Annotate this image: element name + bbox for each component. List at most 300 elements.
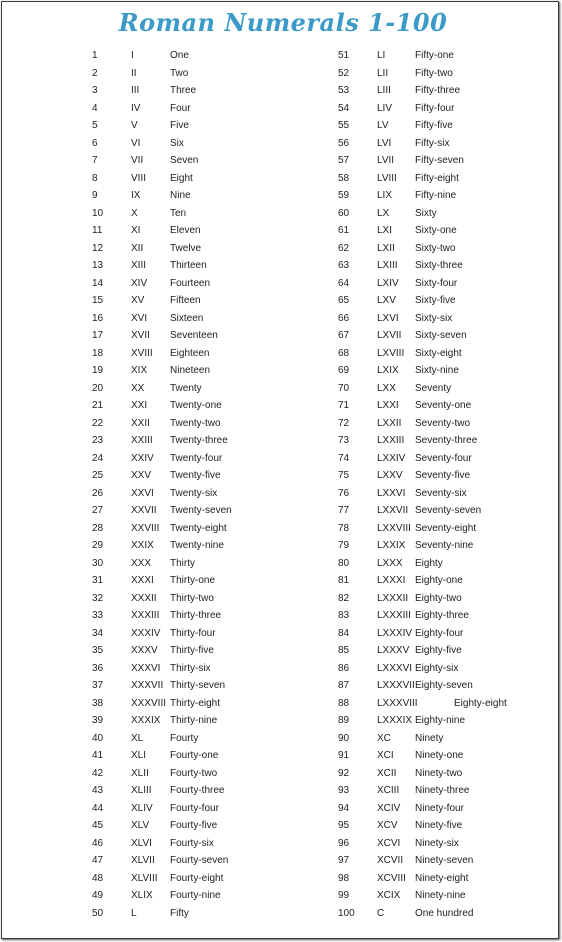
table-row [2,135,450,152]
row-number: 98 [338,872,350,884]
table-row [2,870,469,887]
row-roman: XI [131,225,141,236]
row-number: 100 [338,907,355,919]
row-word: Seventy-four [415,452,472,464]
row-word: Twenty [170,382,202,394]
row-word: Fifty-four [415,102,455,114]
row-roman: XLIV [131,802,153,814]
table-row [2,765,463,782]
row-roman: LXVI [377,312,399,324]
row-word: Fourty-nine [170,890,221,901]
row-number: 5 [92,120,98,131]
row-word: Twenty-four [170,452,223,464]
table-row [2,520,477,537]
row-word: Eighty-seven [415,680,473,691]
row-number: 90 [338,732,350,744]
row-word: Ninety-three [415,785,470,796]
row-word: Thirty-two [170,592,214,604]
table-row [2,677,473,694]
row-number: 46 [92,837,104,849]
row-number: 86 [338,662,350,674]
row-roman: XL [131,732,144,744]
table-row [2,47,454,64]
row-number: 60 [338,207,350,219]
row-roman: XLII [131,767,149,779]
row-number: 34 [92,627,104,639]
row-number: 64 [338,277,350,289]
row-number: 15 [92,295,104,306]
row-roman: LXXXVI [377,662,413,674]
row-roman: XLIX [131,890,153,901]
table-row [2,712,466,729]
row-number: 57 [338,155,350,166]
row-word: Two [170,67,189,79]
row-number: 24 [92,452,104,464]
row-number: 75 [338,470,350,481]
row-number: 93 [338,785,350,796]
row-word: Fourty-seven [170,855,229,866]
row-word: Seventy-two [415,417,471,429]
row-roman: XCIX [377,890,401,901]
row-word: Fourteen [170,277,211,289]
table-row [2,590,462,607]
table-row [2,100,455,117]
row-roman: LXXII [377,417,402,429]
row-word: Ninety-two [415,767,463,779]
row-word: Sixty-seven [415,330,467,341]
row-roman: LXXVI [377,487,406,499]
row-word: Seven [170,155,199,166]
row-number: 2 [92,67,98,79]
row-roman: LXXVII [377,505,409,516]
row-word: Fifty-nine [415,190,457,201]
row-word: Eleven [170,225,201,236]
row-roman: LXI [377,225,393,236]
row-number: 23 [92,435,104,446]
row-word: Five [170,120,189,131]
row-word: Twenty-five [170,470,221,481]
row-roman: LXIV [377,277,399,289]
row-word: Ninety-six [415,837,459,849]
row-word: Sixteen [170,312,204,324]
row-number: 36 [92,662,104,674]
row-word: Eighty-one [415,575,463,586]
row-number: 53 [338,85,350,96]
row-roman: VII [131,155,144,166]
row-roman: LI [377,50,386,61]
row-word: Thirty-three [170,610,222,621]
page-frame [1,1,559,939]
row-word: Seventy-one [415,400,472,411]
row-roman: LV [377,120,389,131]
row-word: Thirty-nine [170,715,218,726]
row-number: 84 [338,627,350,639]
row-word: Eighty-four [415,627,464,639]
row-number: 37 [92,680,104,691]
row-number: 7 [92,155,98,166]
row-word: Fifty [170,907,189,919]
row-roman: XX [131,382,145,394]
row-number: 78 [338,522,350,534]
row-roman: XXXI [131,575,154,586]
row-number: 79 [338,540,350,551]
row-word: Ninety-five [415,820,463,831]
row-number: 32 [92,592,104,604]
row-word: Fifty-three [415,85,461,96]
row-number: 85 [338,645,350,656]
table-row [2,65,453,82]
row-number: 11 [92,225,103,236]
row-word: Four [170,102,191,114]
row-number: 51 [338,50,350,61]
row-roman: LII [377,67,389,79]
row-roman: XXII [131,417,150,429]
row-roman: I [131,50,134,61]
row-number: 91 [338,750,350,761]
row-word: Seventy-three [415,435,478,446]
row-number: 70 [338,382,350,394]
row-word: Ninety-one [415,750,464,761]
row-roman: IX [131,190,141,201]
row-word: Twenty-six [170,487,218,499]
row-number: 41 [92,750,104,761]
row-word: Thirty [170,557,195,569]
row-number: 30 [92,557,104,569]
row-number: 71 [338,400,350,411]
row-roman: XXIII [131,435,153,446]
row-word: Twenty-eight [170,522,227,534]
row-number: 6 [92,137,98,149]
row-roman: XXVIII [131,522,160,534]
table-row [2,380,452,397]
row-number: 69 [338,365,350,376]
row-word: Fourty-five [170,820,218,831]
table-row [2,485,467,502]
row-word: Ten [170,207,187,219]
row-roman: XXIV [131,452,154,464]
row-roman: LXXXI [377,575,406,586]
row-word: Eighty-six [415,662,459,674]
row-roman: LXXXIX [377,715,413,726]
row-roman: XXXVI [131,662,161,674]
row-word: Ninety-seven [415,855,474,866]
row-word: Eighty-five [415,645,462,656]
row-roman: VI [131,137,141,149]
row-roman: LXIX [377,365,399,376]
row-roman: XXXIX [131,715,161,726]
row-roman: XIV [131,277,148,289]
row-number: 89 [338,715,350,726]
row-roman: LXXX [377,557,403,569]
row-word: Twenty-one [170,400,222,411]
table-row [2,817,463,834]
row-number: 96 [338,837,350,849]
row-number: 38 [92,697,104,709]
table-row [2,450,472,467]
row-roman: LXXIII [377,435,405,446]
row-roman: XXXII [131,592,157,604]
table-row [2,222,457,239]
row-word: Fifty-six [415,137,450,149]
row-roman: LXXV [377,470,403,481]
table-row [2,327,467,344]
row-number: 74 [338,452,350,464]
row-roman: LXXXIV [377,627,413,639]
table-row [2,152,464,169]
table-row [2,82,461,99]
row-number: 28 [92,522,104,534]
row-roman: XIX [131,365,148,376]
row-number: 42 [92,767,104,779]
row-number: 12 [92,242,104,254]
row-roman: XC [377,732,391,744]
table-row [2,187,457,204]
row-number: 73 [338,435,350,446]
row-word: Eighteen [170,347,210,359]
row-roman: XCI [377,750,394,761]
row-roman: XLVIII [131,872,158,884]
row-number: 26 [92,487,104,499]
row-roman: IV [131,102,141,114]
row-word: Seventy-five [415,470,471,481]
row-word: One [170,50,189,61]
table-row [2,240,456,257]
row-roman: XCVIII [377,872,406,884]
table-row [2,695,507,712]
row-number: 10 [92,207,104,219]
row-roman: XXX [131,557,152,569]
table-row [2,905,474,922]
row-word: Sixty-nine [415,365,459,376]
row-word: Thirty-seven [170,680,226,691]
table-row [2,642,462,659]
row-roman: LXIII [377,260,398,271]
row-number: 63 [338,260,350,271]
row-roman: XLVII [131,855,155,866]
row-roman: XXIX [131,540,154,551]
table-row [2,625,464,642]
table-row [2,292,456,309]
row-roman: LVI [377,137,392,149]
row-number: 87 [338,680,350,691]
row-word: Fifty-seven [415,155,464,166]
row-number: 22 [92,417,104,429]
row-number: 17 [92,330,104,341]
row-roman: XLVI [131,837,152,849]
row-number: 31 [92,575,104,586]
row-number: 66 [338,312,350,324]
table-row [2,537,474,554]
row-roman: XXXVIII [131,697,167,709]
row-word: Fourty-six [170,837,214,849]
row-number: 58 [338,172,350,184]
row-word: Eighty-three [415,610,469,621]
row-roman: XXXIII [131,610,160,621]
row-word: Thirty-six [170,662,211,674]
row-roman: LX [377,207,390,219]
row-number: 29 [92,540,104,551]
row-roman: X [131,207,138,219]
table-row [2,555,443,572]
row-number: 20 [92,382,104,394]
row-number: 14 [92,277,104,289]
row-roman: XCVI [377,837,401,849]
row-number: 21 [92,400,104,411]
row-roman: XXXIV [131,627,161,639]
row-word: Sixty-two [415,242,456,254]
row-word: Sixty-five [415,295,456,306]
row-word: Eighty-two [415,592,462,604]
row-roman: LXV [377,295,396,306]
row-roman: XV [131,295,145,306]
row-word: Fourty-four [170,802,219,814]
row-word: Sixty-six [415,312,453,324]
row-word: Sixty [415,207,437,219]
row-word: Sixty-one [415,225,457,236]
row-roman: LXII [377,242,395,254]
row-roman: LXXIX [377,540,406,551]
row-number: 3 [92,85,98,96]
row-number: 82 [338,592,350,604]
table-row [2,607,469,624]
row-roman: LXXVIII [377,522,411,534]
row-word: Eighty-nine [415,715,466,726]
row-word: Twelve [170,242,202,254]
row-number: 1 [92,50,98,61]
row-word: Nine [170,190,191,201]
row-number: 68 [338,347,350,359]
row-word: Fifty-eight [415,172,459,184]
table-row [2,730,444,747]
row-number: 56 [338,137,350,149]
row-number: 50 [92,907,104,919]
table-row [2,432,478,449]
row-roman: XVIII [131,347,153,359]
row-word: Sixty-four [415,277,458,289]
row-number: 72 [338,417,350,429]
row-roman: C [377,907,385,919]
row-word: Eighty [415,557,443,569]
row-roman: XCVII [377,855,404,866]
row-number: 25 [92,470,104,481]
row-word: Thirteen [170,260,207,271]
row-word: Ninety [415,732,444,744]
row-number: 99 [338,890,350,901]
row-word: Fifty-five [415,120,453,131]
row-word: Twenty-two [170,417,221,429]
row-word: Seventy-six [415,487,467,499]
row-roman: LIII [377,85,391,96]
row-number: 55 [338,120,350,131]
row-word: Three [170,85,197,96]
row-number: 76 [338,487,350,499]
row-number: 67 [338,330,350,341]
row-roman: LXXXVIII [377,697,418,709]
row-number: 59 [338,190,350,201]
row-roman: LXX [377,382,396,394]
table-row [2,660,459,677]
table-row [2,887,466,904]
row-number: 62 [338,242,350,254]
row-roman: LXXXVII [377,680,415,691]
row-word: One hundred [415,907,474,919]
row-number: 47 [92,855,104,866]
table-row [2,747,464,764]
row-number: 19 [92,365,104,376]
table-row [2,415,471,432]
row-word: Ninety-nine [415,890,466,901]
row-roman: LIV [377,102,393,114]
table-row [2,205,437,222]
row-number: 8 [92,172,98,184]
table-row [2,275,458,292]
row-word: Fourty-three [170,785,225,796]
row-word: Eighty-eight [454,697,507,709]
row-word: Ninety-four [415,802,464,814]
row-number: 35 [92,645,104,656]
row-word: Nineteen [170,365,211,376]
row-number: 54 [338,102,350,114]
row-word: Fourty-eight [170,872,224,884]
row-roman: II [131,67,137,79]
row-roman: XLV [131,820,150,831]
row-number: 48 [92,872,104,884]
row-roman: XXI [131,400,148,411]
row-number: 44 [92,802,104,814]
table-row [2,800,464,817]
row-roman: XXXVII [131,680,164,691]
row-word: Six [170,137,184,149]
table-row [2,572,463,589]
row-word: Fourty [170,732,199,744]
row-number: 18 [92,347,104,359]
row-roman: XLIII [131,785,152,796]
row-number: 61 [338,225,350,236]
row-number: 65 [338,295,350,306]
row-roman: LVIII [377,172,397,184]
row-roman: XXXV [131,645,158,656]
row-word: Fourty-one [170,750,219,761]
row-word: Thirty-five [170,645,214,656]
row-roman: LXXI [377,400,399,411]
row-roman: LXXXV [377,645,410,656]
row-number: 92 [338,767,350,779]
row-roman: XCIII [377,785,400,796]
row-roman: L [131,907,137,919]
row-roman: XVI [131,312,148,324]
row-roman: LXVII [377,330,402,341]
row-word: Seventy-seven [415,505,482,516]
row-roman: XCIV [377,802,401,814]
row-number: 49 [92,890,104,901]
row-word: Sixty-three [415,260,463,271]
row-number: 27 [92,505,104,516]
row-word: Ninety-eight [415,872,469,884]
row-number: 77 [338,505,350,516]
row-word: Eight [170,172,193,184]
row-number: 40 [92,732,104,744]
row-word: Thirty-one [170,575,216,586]
row-roman: LIX [377,190,393,201]
row-roman: XLI [131,750,147,761]
row-number: 97 [338,855,350,866]
row-word: Twenty-nine [170,540,224,551]
table-row [2,782,470,799]
table-row [2,170,459,187]
row-roman: XXVI [131,487,154,499]
row-number: 4 [92,102,98,114]
row-number: 94 [338,802,350,814]
